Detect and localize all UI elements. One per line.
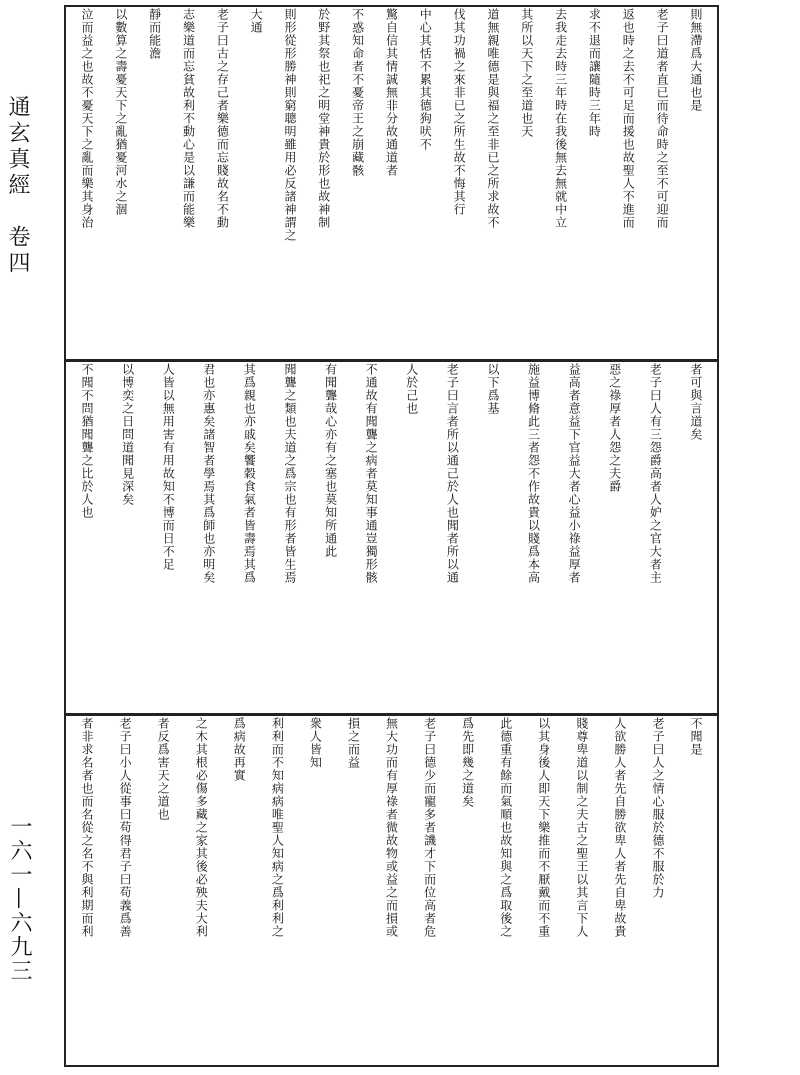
- text-column: 則形從形勝神則窮聰明雖用必反諸神謂之: [282, 8, 297, 242]
- text-column: 以博奕之日問道聞見深矣: [120, 363, 135, 506]
- text-column: 老子曰古之存己者樂德而忘賤故名不動: [215, 8, 230, 229]
- margin-book-title: 通玄真經 卷四: [5, 95, 30, 277]
- text-panel-bottom: [66, 717, 717, 1065]
- text-column: 爲先即幾之道矣: [460, 717, 475, 808]
- text-column: 聞聾之類也夫道之爲宗也有形者皆生焉: [282, 363, 297, 584]
- text-column: 老子曰人有三怨爵高者人妒之官大者主: [648, 363, 663, 584]
- text-column: 於野其祭也祀之明堂神貴於形也故神制: [316, 8, 331, 229]
- text-column: 以數算之壽憂天下之亂猶憂河水之涸: [113, 8, 128, 216]
- text-column: 道無親唯德是與福之至非已之所求故不: [485, 8, 500, 229]
- text-column: 中心其恬不累其德狗吠不: [418, 8, 433, 151]
- text-column: 其爲親也亦戚矣饗穀食氣者皆壽焉其爲: [242, 363, 257, 584]
- text-column: 其所以天下之至道也天: [519, 8, 534, 138]
- text-column: 損之而益: [346, 717, 361, 769]
- text-column: 以其身後人即天下樂推而不厭戴而不重: [536, 717, 551, 938]
- panel-divider-1: [64, 359, 719, 362]
- text-column: 有聞聾哉心亦有之塞也莫知所通此: [323, 363, 338, 558]
- text-column: 益高者意益下官益大者心益小祿益厚者: [567, 363, 582, 584]
- text-column: 不聞是: [689, 717, 703, 756]
- text-column: 此德重有餘而氣順也故知與之爲取後之: [498, 717, 513, 938]
- panel-divider-2: [64, 713, 719, 716]
- text-column: 靜而能澹: [147, 8, 162, 60]
- text-column: 不聞不問猶聞聾之比於人也: [80, 363, 94, 519]
- text-column: 爲病故再實: [232, 717, 247, 782]
- text-column: 不惑知命者不憂帝王之崩藏骸: [350, 8, 365, 177]
- text-column: 去我走去時三年時在我後無去無就中立: [553, 8, 568, 229]
- text-column: 不通故有聞聾之病者莫知事通豈獨形骸: [364, 363, 379, 584]
- text-column: 者可與言道矣: [688, 363, 703, 441]
- text-column: 者非求名者也而名從之名不與利期而利: [80, 717, 94, 938]
- text-column: 施益博脩此三者怨不作故貴以賤爲本高: [526, 363, 541, 584]
- text-column: 以下爲基: [485, 363, 500, 415]
- text-column: 老子曰言者所以通己於人也聞者所以通: [445, 363, 460, 584]
- text-column: 人皆以無用害有用故知不博而日不足: [161, 363, 176, 571]
- text-column: 君也亦惠矣諸智者學焉其爲師也亦明矣: [201, 363, 216, 584]
- text-column: 利利而不知病病唯聖人知病之爲利利之: [270, 717, 285, 938]
- text-column: 賤尊卑道以制之夫古之聖王以其言下人: [574, 717, 589, 938]
- text-column: 老子曰道者直已而待命時之至不可迎而: [655, 8, 670, 229]
- text-column: 伐其功禍之來非已之所生故不悔其行: [452, 8, 467, 216]
- text-column: 惡之祿厚者人怨之夫爵: [607, 363, 622, 493]
- text-column: 則無滯爲大通也是: [688, 8, 703, 112]
- margin-page-number: 一六一—六九三: [7, 815, 32, 983]
- text-column: 人於己也: [404, 363, 419, 415]
- text-column: 泣而益之也故不憂天下之亂而樂其身治: [80, 8, 94, 229]
- text-column: 求不退而讓隨時三年時: [587, 8, 602, 138]
- text-column: 老子曰小人從事曰苟得君子曰苟義爲善: [118, 717, 133, 938]
- text-column: 人欲勝人者先自勝欲卑人者先自卑故貴: [612, 717, 627, 938]
- text-column: 驚自信其情誠無非分故通道者: [384, 8, 399, 177]
- text-column: 老子曰人之情心服於德不服於力: [650, 717, 665, 899]
- text-column: 者反爲害天之道也: [156, 717, 171, 821]
- text-panel-middle: [66, 363, 717, 712]
- text-column: 志樂道而忘貧故利不動心是以謙而能樂: [181, 8, 196, 229]
- text-column: 之木其根必傷多藏之家其後必殃夫大利: [194, 717, 209, 938]
- text-column: 返也時之去不可足而援也故聖人不進而: [621, 8, 636, 229]
- text-column: 大通: [249, 8, 264, 34]
- text-panel-top: [66, 8, 717, 358]
- text-column: 老子曰德少而寵多者譏才下而位高者危: [422, 717, 437, 938]
- text-column: 衆人皆知: [308, 717, 323, 769]
- text-column: 無大功而有厚祿者微故物或益之而損或: [384, 717, 399, 938]
